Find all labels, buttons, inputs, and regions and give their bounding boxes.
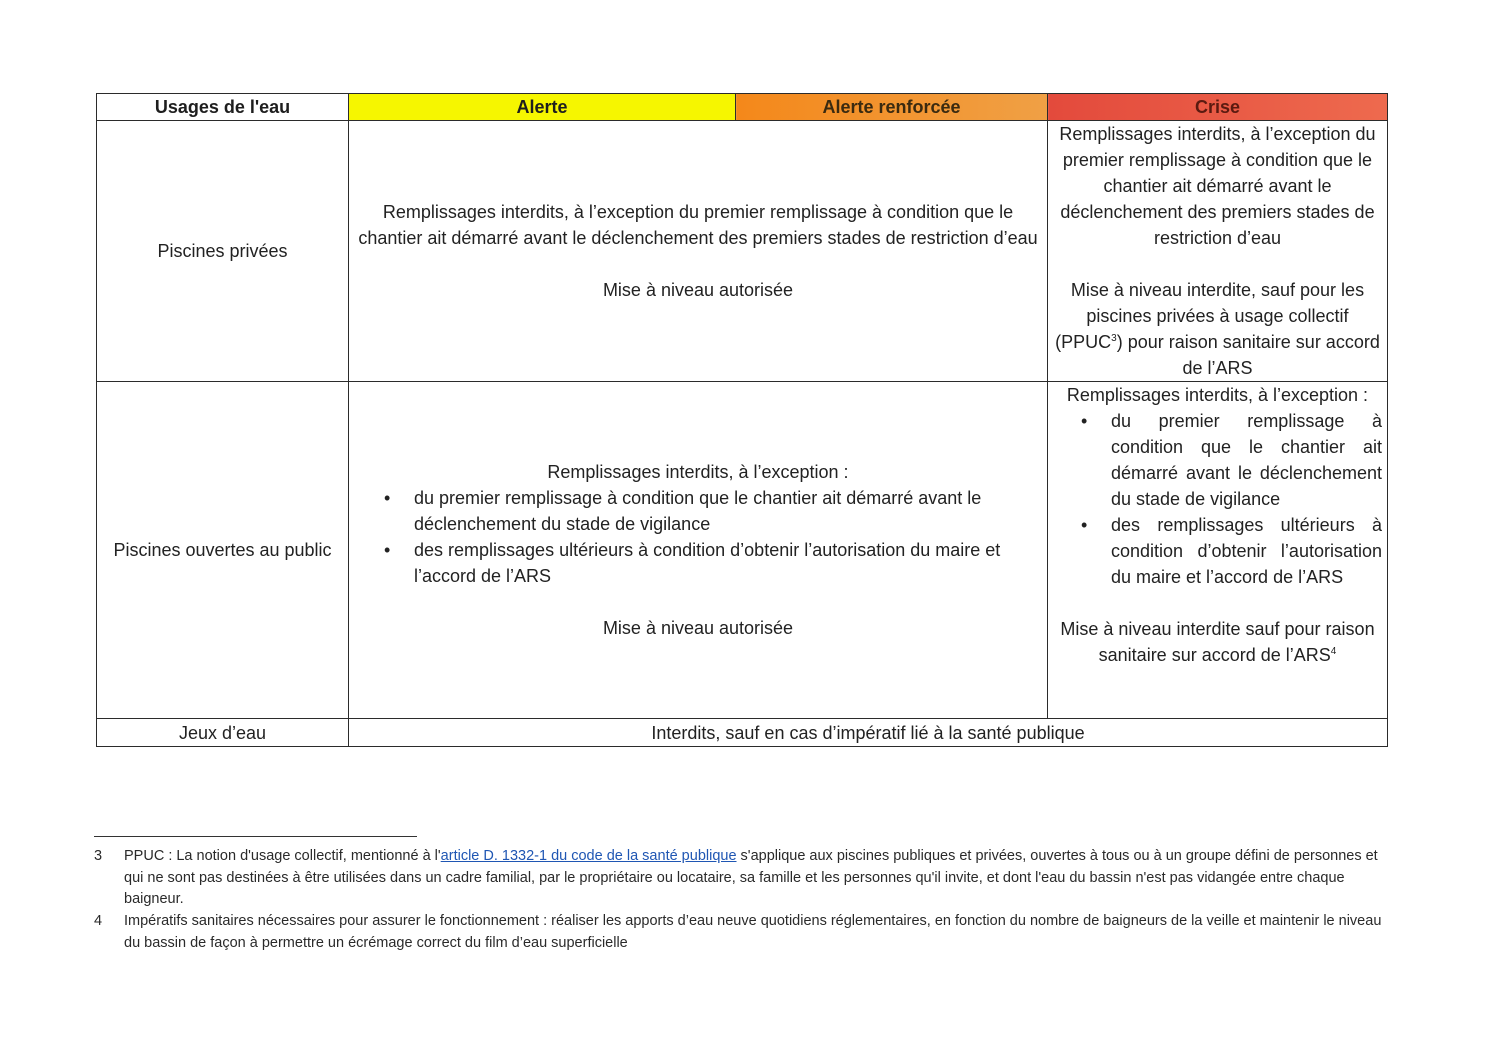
list-item: • des remplissages ultérieurs à condition d’obtenir l’autorisation du maire et l’accord de l’ARS	[1053, 512, 1382, 590]
header-alerte-renforcee: Alerte renforcée	[736, 94, 1048, 121]
public-crise-exception-list	[1053, 408, 1382, 590]
table-row-piscines-privees	[97, 121, 1388, 382]
footnote-4-text: Impératifs sanitaires nécessaires pour assurer le fonctionnement : réaliser les apports d’eau neuve quotidiens réglementaires, en fonction du nombre de baigneurs de la veille et maintenir le niveau du bassin de façon à permettre un écrémage correct du film d’eau superficielle	[124, 913, 1382, 951]
cell-privees-alerte-renforcee	[349, 121, 1048, 382]
public-exception-list	[354, 485, 1042, 589]
public-mise-a-niveau-text: Mise à niveau autorisée	[602, 618, 794, 638]
water-restrictions-table	[96, 93, 1388, 747]
usage-piscines-public: Piscines ouvertes au public	[97, 382, 349, 719]
bullet-icon: •	[384, 488, 391, 508]
privees-crise-mise-a-niveau-text: Mise à niveau interdite, sauf pour les piscines privées à usage collectif (PPUC$^3$) pour raison sanitaire sur accord de l’ARS	[1055, 280, 1380, 378]
table-row-jeux-deau	[97, 719, 1388, 747]
article-d1332-1-link[interactable]: article D. 1332-1 du code de la santé publique	[440, 848, 737, 864]
public-crise-mise-a-niveau-text: Mise à niveau interdite sauf pour raison sanitaire sur accord de l’ARS$^4$	[1060, 619, 1375, 665]
cell-jeux-all-levels: Interdits, sauf en cas d’impératif lié à la santé publique	[349, 719, 1388, 747]
footnote-ref-4: 4	[1330, 646, 1337, 657]
footnote-3	[94, 846, 1384, 911]
footnote-3-text: PPUC : La notion d'usage collectif, mentionné à l'article D. 1332-1 du code de la santé publique s'applique aux piscines publiques et privées, ouvertes à tous ou à un groupe défini de personnes et qui ne sont pas destinées à être utilisées dans un cadre familial, par le propriétaire ou locataire, sa famille et les personnes qu'il invite, et dont l'eau du bassin n'est pas vidangée entre chaque baigneur.	[124, 848, 1378, 907]
public-crise-intro-text: Remplissages interdits, à l’exception :	[1066, 385, 1369, 405]
header-usages: Usages de l'eau	[97, 94, 349, 121]
cell-privees-crise	[1048, 121, 1388, 382]
usage-jeux-deau: Jeux d’eau	[97, 719, 349, 747]
footnote-ref-3: 3	[1111, 333, 1117, 344]
bullet-icon: •	[384, 540, 391, 560]
table-header-row	[97, 94, 1388, 121]
privees-mise-a-niveau-text: Mise à niveau autorisée	[602, 280, 794, 300]
usage-piscines-privees: Piscines privées	[97, 121, 349, 382]
list-item: • du premier remplissage à condition que le chantier ait démarré avant le déclenchement du stade de vigilance	[1053, 408, 1382, 512]
bullet-icon: •	[1081, 411, 1088, 431]
header-crise: Crise	[1048, 94, 1388, 121]
cell-public-alerte-renforcee	[349, 382, 1048, 719]
table-row-piscines-public	[97, 382, 1388, 719]
list-item: • des remplissages ultérieurs à condition d’obtenir l’autorisation du maire et l’accord de l’ARS	[354, 537, 1042, 589]
cell-public-crise	[1048, 382, 1388, 719]
footnote-number: 3	[94, 848, 103, 864]
list-item: • du premier remplissage à condition que le chantier ait démarré avant le déclenchement du stade de vigilance	[354, 485, 1042, 537]
footnote-number: 4	[94, 913, 103, 929]
public-intro-text: Remplissages interdits, à l’exception :	[547, 462, 849, 482]
bullet-icon: •	[1081, 515, 1088, 535]
privees-remplissage-text: Remplissages interdits, à l’exception du premier remplissage à condition que le chantier ait démarré avant le déclenchement des premiers stades de restriction d’eau	[358, 202, 1038, 248]
footnote-divider	[94, 836, 417, 837]
header-alerte: Alerte	[349, 94, 736, 121]
privees-crise-remplissage-text: Remplissages interdits, à l’exception du premier remplissage à condition que le chantier ait démarré avant le déclenchement des premiers stades de restriction d’eau	[1059, 124, 1376, 248]
footnote-4	[94, 911, 1384, 954]
